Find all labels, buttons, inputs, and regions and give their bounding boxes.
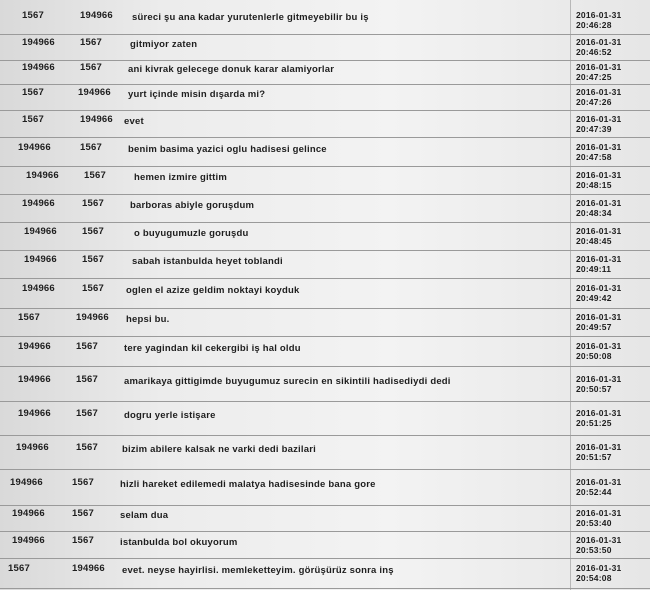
timestamp-date: 2016-01-31 — [576, 10, 622, 20]
timestamp-time: 20:51:25 — [576, 418, 612, 428]
timestamp-time: 20:48:34 — [576, 208, 612, 218]
message-row — [0, 137, 650, 167]
timestamp-date: 2016-01-31 — [576, 254, 622, 264]
message-text: dogru yerle istişare — [124, 410, 216, 421]
receiver-id: 1567 — [82, 198, 104, 209]
timestamp-date: 2016-01-31 — [576, 283, 622, 293]
timestamp — [576, 170, 648, 190]
sender-id: 1567 — [22, 114, 44, 125]
receiver-id: 194966 — [76, 312, 109, 323]
timestamp-time: 20:48:15 — [576, 180, 612, 190]
timestamp — [576, 408, 648, 428]
sender-id: 194966 — [24, 254, 57, 265]
receiver-id: 194966 — [80, 114, 113, 125]
receiver-id: 1567 — [72, 535, 94, 546]
timestamp-date: 2016-01-31 — [576, 198, 622, 208]
message-row — [0, 505, 650, 532]
receiver-id: 194966 — [80, 10, 113, 21]
message-text: oglen el azize geldim noktayi koyduk — [126, 285, 300, 296]
timestamp-time: 20:53:40 — [576, 518, 612, 528]
sender-id: 1567 — [22, 87, 44, 98]
timestamp-time: 20:47:39 — [576, 124, 612, 134]
message-row — [0, 401, 650, 436]
timestamp — [576, 142, 648, 162]
message-text: istanbulda bol okuyorum — [120, 537, 238, 548]
receiver-id: 1567 — [82, 254, 104, 265]
sender-id: 1567 — [18, 312, 40, 323]
message-text: o buyugumuzle goruşdu — [134, 228, 249, 239]
receiver-id: 194966 — [78, 87, 111, 98]
timestamp — [576, 10, 648, 30]
timestamp-date: 2016-01-31 — [576, 442, 622, 452]
timestamp-date: 2016-01-31 — [576, 170, 622, 180]
timestamp-time: 20:53:50 — [576, 545, 612, 555]
sender-id: 194966 — [24, 226, 57, 237]
timestamp-date: 2016-01-31 — [576, 341, 622, 351]
message-text: gitmiyor zaten — [130, 39, 198, 50]
message-text: benim basima yazici oglu hadisesi gelince — [128, 144, 327, 155]
timestamp — [576, 341, 648, 361]
receiver-id: 1567 — [80, 62, 102, 73]
message-row — [0, 366, 650, 402]
timestamp — [576, 37, 648, 57]
sender-id: 194966 — [18, 142, 51, 153]
message-row — [0, 194, 650, 223]
message-text: barboras abiyle goruşdum — [130, 200, 255, 211]
message-text: hemen izmire gittim — [134, 172, 228, 183]
receiver-id: 1567 — [76, 442, 98, 453]
sender-id: 194966 — [10, 477, 43, 488]
timestamp-date: 2016-01-31 — [576, 37, 622, 47]
receiver-id: 1567 — [84, 170, 106, 181]
timestamp-date: 2016-01-31 — [576, 312, 622, 322]
receiver-id: 1567 — [82, 226, 104, 237]
timestamp-time: 20:47:26 — [576, 97, 612, 107]
receiver-id: 1567 — [80, 37, 102, 48]
message-text: evet — [124, 116, 144, 127]
sender-id: 194966 — [18, 408, 51, 419]
message-row — [0, 336, 650, 367]
message-text: ani kivrak gelecege donuk karar alamiyorlar — [128, 64, 335, 75]
message-text: hepsi bu. — [126, 314, 170, 325]
timestamp — [576, 563, 648, 583]
timestamp — [576, 477, 648, 497]
timestamp — [576, 535, 648, 555]
message-row — [0, 278, 650, 309]
timestamp — [576, 198, 648, 218]
timestamp — [576, 254, 648, 274]
timestamp — [576, 114, 648, 134]
sender-id: 194966 — [22, 283, 55, 294]
timestamp — [576, 312, 648, 332]
message-row — [0, 60, 650, 85]
sender-id: 194966 — [12, 508, 45, 519]
timestamp-time: 20:49:42 — [576, 293, 612, 303]
timestamp-date: 2016-01-31 — [576, 114, 622, 124]
timestamp-time: 20:51:57 — [576, 452, 612, 462]
receiver-id: 1567 — [72, 477, 94, 488]
message-text: evet. neyse hayirlisi. memleketteyim. görüşürüz sonra inş — [122, 565, 394, 576]
timestamp — [576, 442, 648, 462]
message-row — [0, 531, 650, 559]
sender-id: 1567 — [22, 10, 44, 21]
timestamp-time: 20:48:45 — [576, 236, 612, 246]
message-row — [0, 222, 650, 251]
timestamp-time: 20:54:08 — [576, 573, 612, 583]
message-row — [0, 435, 650, 470]
message-row — [0, 166, 650, 195]
message-text: bizim abilere kalsak ne varki dedi bazilari — [122, 444, 316, 455]
message-text: tere yagindan kil cekergibi iş hal oldu — [124, 343, 301, 354]
timestamp-date: 2016-01-31 — [576, 62, 622, 72]
sender-id: 194966 — [18, 374, 51, 385]
message-row — [0, 84, 650, 111]
receiver-id: 1567 — [76, 374, 98, 385]
message-text: selam dua — [120, 510, 169, 521]
timestamp-time: 20:46:52 — [576, 47, 612, 57]
message-text: yurt içinde misin dışarda mi? — [128, 89, 266, 100]
sender-id: 194966 — [18, 341, 51, 352]
message-text: hizli hareket edilemedi malatya hadisesinde bana gore — [120, 479, 376, 490]
message-row — [0, 469, 650, 506]
receiver-id: 194966 — [72, 563, 105, 574]
message-row — [0, 250, 650, 279]
message-row — [0, 308, 650, 337]
message-row — [0, 34, 650, 61]
timestamp-date: 2016-01-31 — [576, 477, 622, 487]
timestamp-date: 2016-01-31 — [576, 408, 622, 418]
timestamp-time: 20:49:11 — [576, 264, 612, 274]
sender-id: 194966 — [12, 535, 45, 546]
timestamp-time: 20:50:57 — [576, 384, 612, 394]
receiver-id: 1567 — [76, 341, 98, 352]
timestamp-date: 2016-01-31 — [576, 87, 622, 97]
timestamp — [576, 226, 648, 246]
timestamp — [576, 508, 648, 528]
timestamp-date: 2016-01-31 — [576, 508, 622, 518]
timestamp — [576, 62, 648, 82]
timestamp-time: 20:47:25 — [576, 72, 612, 82]
message-text: sabah istanbulda heyet toblandi — [132, 256, 283, 267]
message-row — [0, 558, 650, 589]
sender-id: 1567 — [8, 563, 30, 574]
timestamp-date: 2016-01-31 — [576, 374, 622, 384]
timestamp-date: 2016-01-31 — [576, 142, 622, 152]
message-row — [0, 110, 650, 138]
sender-id: 194966 — [22, 62, 55, 73]
timestamp-time: 20:49:57 — [576, 322, 612, 332]
timestamp-date: 2016-01-31 — [576, 226, 622, 236]
timestamp-time: 20:52:44 — [576, 487, 612, 497]
message-row — [0, 6, 650, 35]
timestamp-time: 20:47:58 — [576, 152, 612, 162]
receiver-id: 1567 — [80, 142, 102, 153]
message-text: amarikaya gittigimde buyugumuz surecin en sikintili hadisediydi dedi — [124, 376, 451, 387]
timestamp — [576, 283, 648, 303]
timestamp-time: 20:50:08 — [576, 351, 612, 361]
sender-id: 194966 — [22, 198, 55, 209]
timestamp — [576, 374, 648, 394]
sender-id: 194966 — [22, 37, 55, 48]
receiver-id: 1567 — [82, 283, 104, 294]
message-text: süreci şu ana kadar yurutenlerle gitmeyebilir bu iş — [132, 12, 369, 23]
timestamp-date: 2016-01-31 — [576, 563, 622, 573]
sender-id: 194966 — [16, 442, 49, 453]
timestamp — [576, 87, 648, 107]
sender-id: 194966 — [26, 170, 59, 181]
timestamp-time: 20:46:28 — [576, 20, 612, 30]
receiver-id: 1567 — [76, 408, 98, 419]
timestamp-date: 2016-01-31 — [576, 535, 622, 545]
receiver-id: 1567 — [72, 508, 94, 519]
